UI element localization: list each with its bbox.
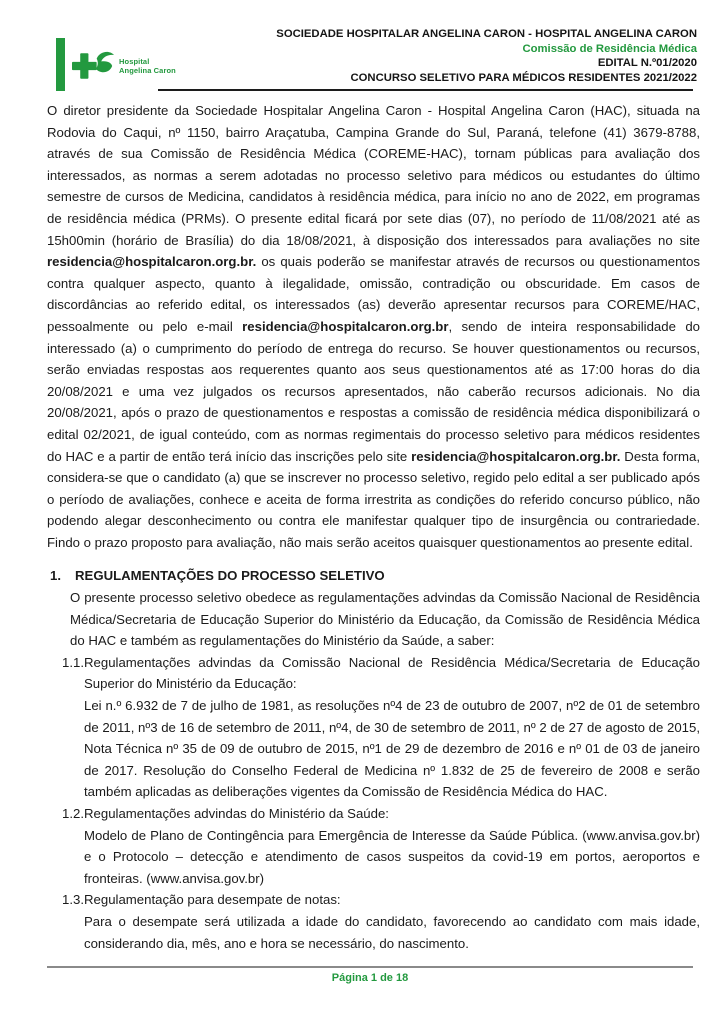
paragraph-text: , sendo de inteira responsabilidade do interessado (a) o cumprimento do período de entrega do recurso. Se houver questionamentos ou recursos, serão enviadas respostas aos requerentes quanto aos seus questionamentos até as 17:00 horas do dia 20/08/2021 e uma vez julgados os recursos apresentados, não caberão recursos adicionais. No dia 20/08/2021, após o prazo de questionamentos e respostas a comissão de residência médica disponibilizará o edital 02/2021, de igual conteúdo, com as normas regimentais do processo seletivo para médicos residentes do HAC e a partir de então terá início das inscrições pelo site: [47, 318, 700, 464]
document-header: [276, 27, 697, 86]
document-body: [47, 100, 700, 954]
page-number: Página 1 de 18: [331, 972, 409, 984]
edital-number: EDITAL N.º01/2020: [597, 57, 697, 70]
left-accent-bar: [56, 38, 65, 91]
logo-text-line1: Hospital: [119, 56, 150, 66]
item-1-3-body: Para o desempate será utilizada a idade do candidato, favorecendo ao candidato com mais idade, considerando dia, mês, ano e hora se necessário, do nascimento.: [84, 913, 700, 951]
paragraph-text: os quais poderão se manifestar através de recursos ou questionamentos contra qualquer aspecto, quanto à ilegalidade, omissão, contradição ou obscuridade. Em casos de discordâncias ao referido edital, os interessados (as) deverão apresentar recursos para COREME/HAC, pessoalmente ou pelo e-mail: [47, 254, 700, 334]
item-title-text: Regulamentação para desempate de notas:: [84, 892, 341, 908]
paragraph-text: Desta forma, considera-se que o candidato (a) que se inscrever no processo seletivo, regido pelo edital a ser publicado após o período de avaliações, conhece e aceita de forma irrestrita as condições do referido concurso público, não podendo alegar desconhecimento ou contra ele manifestar qualquer tipo de insurgência ou contrariedade. Findo o prazo proposto para avaliação, não mais serão aceitos quaisquer questionamentos ao presente edital.: [47, 448, 700, 550]
email-address-text: residencia@hospitalcaron.org.br.: [411, 448, 621, 464]
logo-wordmark: [119, 57, 176, 76]
item-1-1-title: [62, 652, 700, 695]
logo-text-line2: Angelina Caron: [119, 66, 176, 75]
footer-divider: [47, 966, 693, 968]
item-number: 1.2.: [62, 806, 84, 821]
hospital-logo: [72, 50, 176, 82]
organization-title: SOCIEDADE HOSPITALAR ANGELINA CARON - HOSPITAL ANGELINA CARON: [276, 28, 697, 40]
hac-cross-swoosh-icon: [72, 50, 114, 82]
item-1-2-body: Modelo de Plano de Contingência para Emergência de Interesse da Saúde Pública. (www.anvisa.gov.br) e o Protocolo – detecção e atendimento de casos suspeitos da covid-19 em portos, aeroportos e fronteiras. (www.anvisa.gov.br): [84, 827, 700, 886]
item-number: 1.3.: [62, 892, 84, 908]
section-1-heading: [50, 565, 700, 587]
section-number: 1.: [50, 568, 61, 584]
header-divider: [158, 89, 693, 91]
concurso-title: CONCURSO SELETIVO PARA MÉDICOS RESIDENTES 2021/2022: [350, 72, 697, 85]
section-1-intro: O presente processo seletivo obedece as regulamentações advindas da Comissão Nacional de Residência Médica/Secretaria de Educação Superior do Ministério da Educação, da Comissão de Residência Médica do HAC e também as regulamentações do Ministério da Saúde, a saber:: [70, 590, 700, 649]
section-title: REGULAMENTAÇÕES DO PROCESSO SELETIVO: [75, 568, 385, 584]
item-number: 1.1.: [62, 654, 84, 670]
paragraph-text: O diretor presidente da Sociedade Hospitalar Angelina Caron - Hospital Angelina Caron (HAC), situada na Rodovia do Caqui, nº 1150, bairro Araçatuba, Campina Grande do Sul, Paraná, telefone (41) 3679-8788, através de sua Comissão de Residência Médica (COREME-HAC), tornam públicas para avaliação dos interessados, as normas a serem adotadas no processo seletivo para médicos ou estudantes do último semestre de cursos de Medicina, candidatos à residência médica, para início no ano de 2022, em programas de residência médica (PRMs). O presente edital ficará por sete dias (07), no período de 11/08/2021 até as 15h00min (horário de Brasília) do dia 18/08/2021, à disposição dos interessados para avaliações no site: [47, 103, 700, 248]
item-1-2-title: [62, 803, 700, 825]
email-address-text: residencia@hospitalcaron.org.br: [242, 318, 449, 334]
item-title-text: Regulamentações advindas do Ministério da Saúde:: [84, 806, 389, 821]
item-1-3-title: [62, 889, 700, 911]
item-title-text: Regulamentações advindas da Comissão Nacional de Residência Médica/Secretaria de Educação Superior do Ministério da Educação:: [84, 654, 700, 692]
intro-paragraph: [47, 100, 700, 553]
commission-title: Comissão de Residência Médica: [522, 42, 697, 55]
email-address-text: residencia@hospitalcaron.org.br.: [47, 254, 257, 270]
item-1-1-body: Lei n.º 6.932 de 7 de julho de 1981, as resoluções nº4 de 23 de outubro de 2007, nº2 de 01 de setembro de 2011, nº3 de 16 de setembro de 2011, nº4, de 30 de setembro de 2011, nº 2 de 27 de agosto de 2015, Nota Técnica nº 35 de 09 de outubro de 2015, nº1 de 29 de dezembro de 2016 e nº 01 de 03 de janeiro de 2017. Resolução do Conselho Federal de Medicina nº 1.832 de 25 de fevereiro de 2008 e serão também aplicadas as deliberações vigentes da Comissão de Residência Médica do HAC.: [84, 698, 700, 800]
